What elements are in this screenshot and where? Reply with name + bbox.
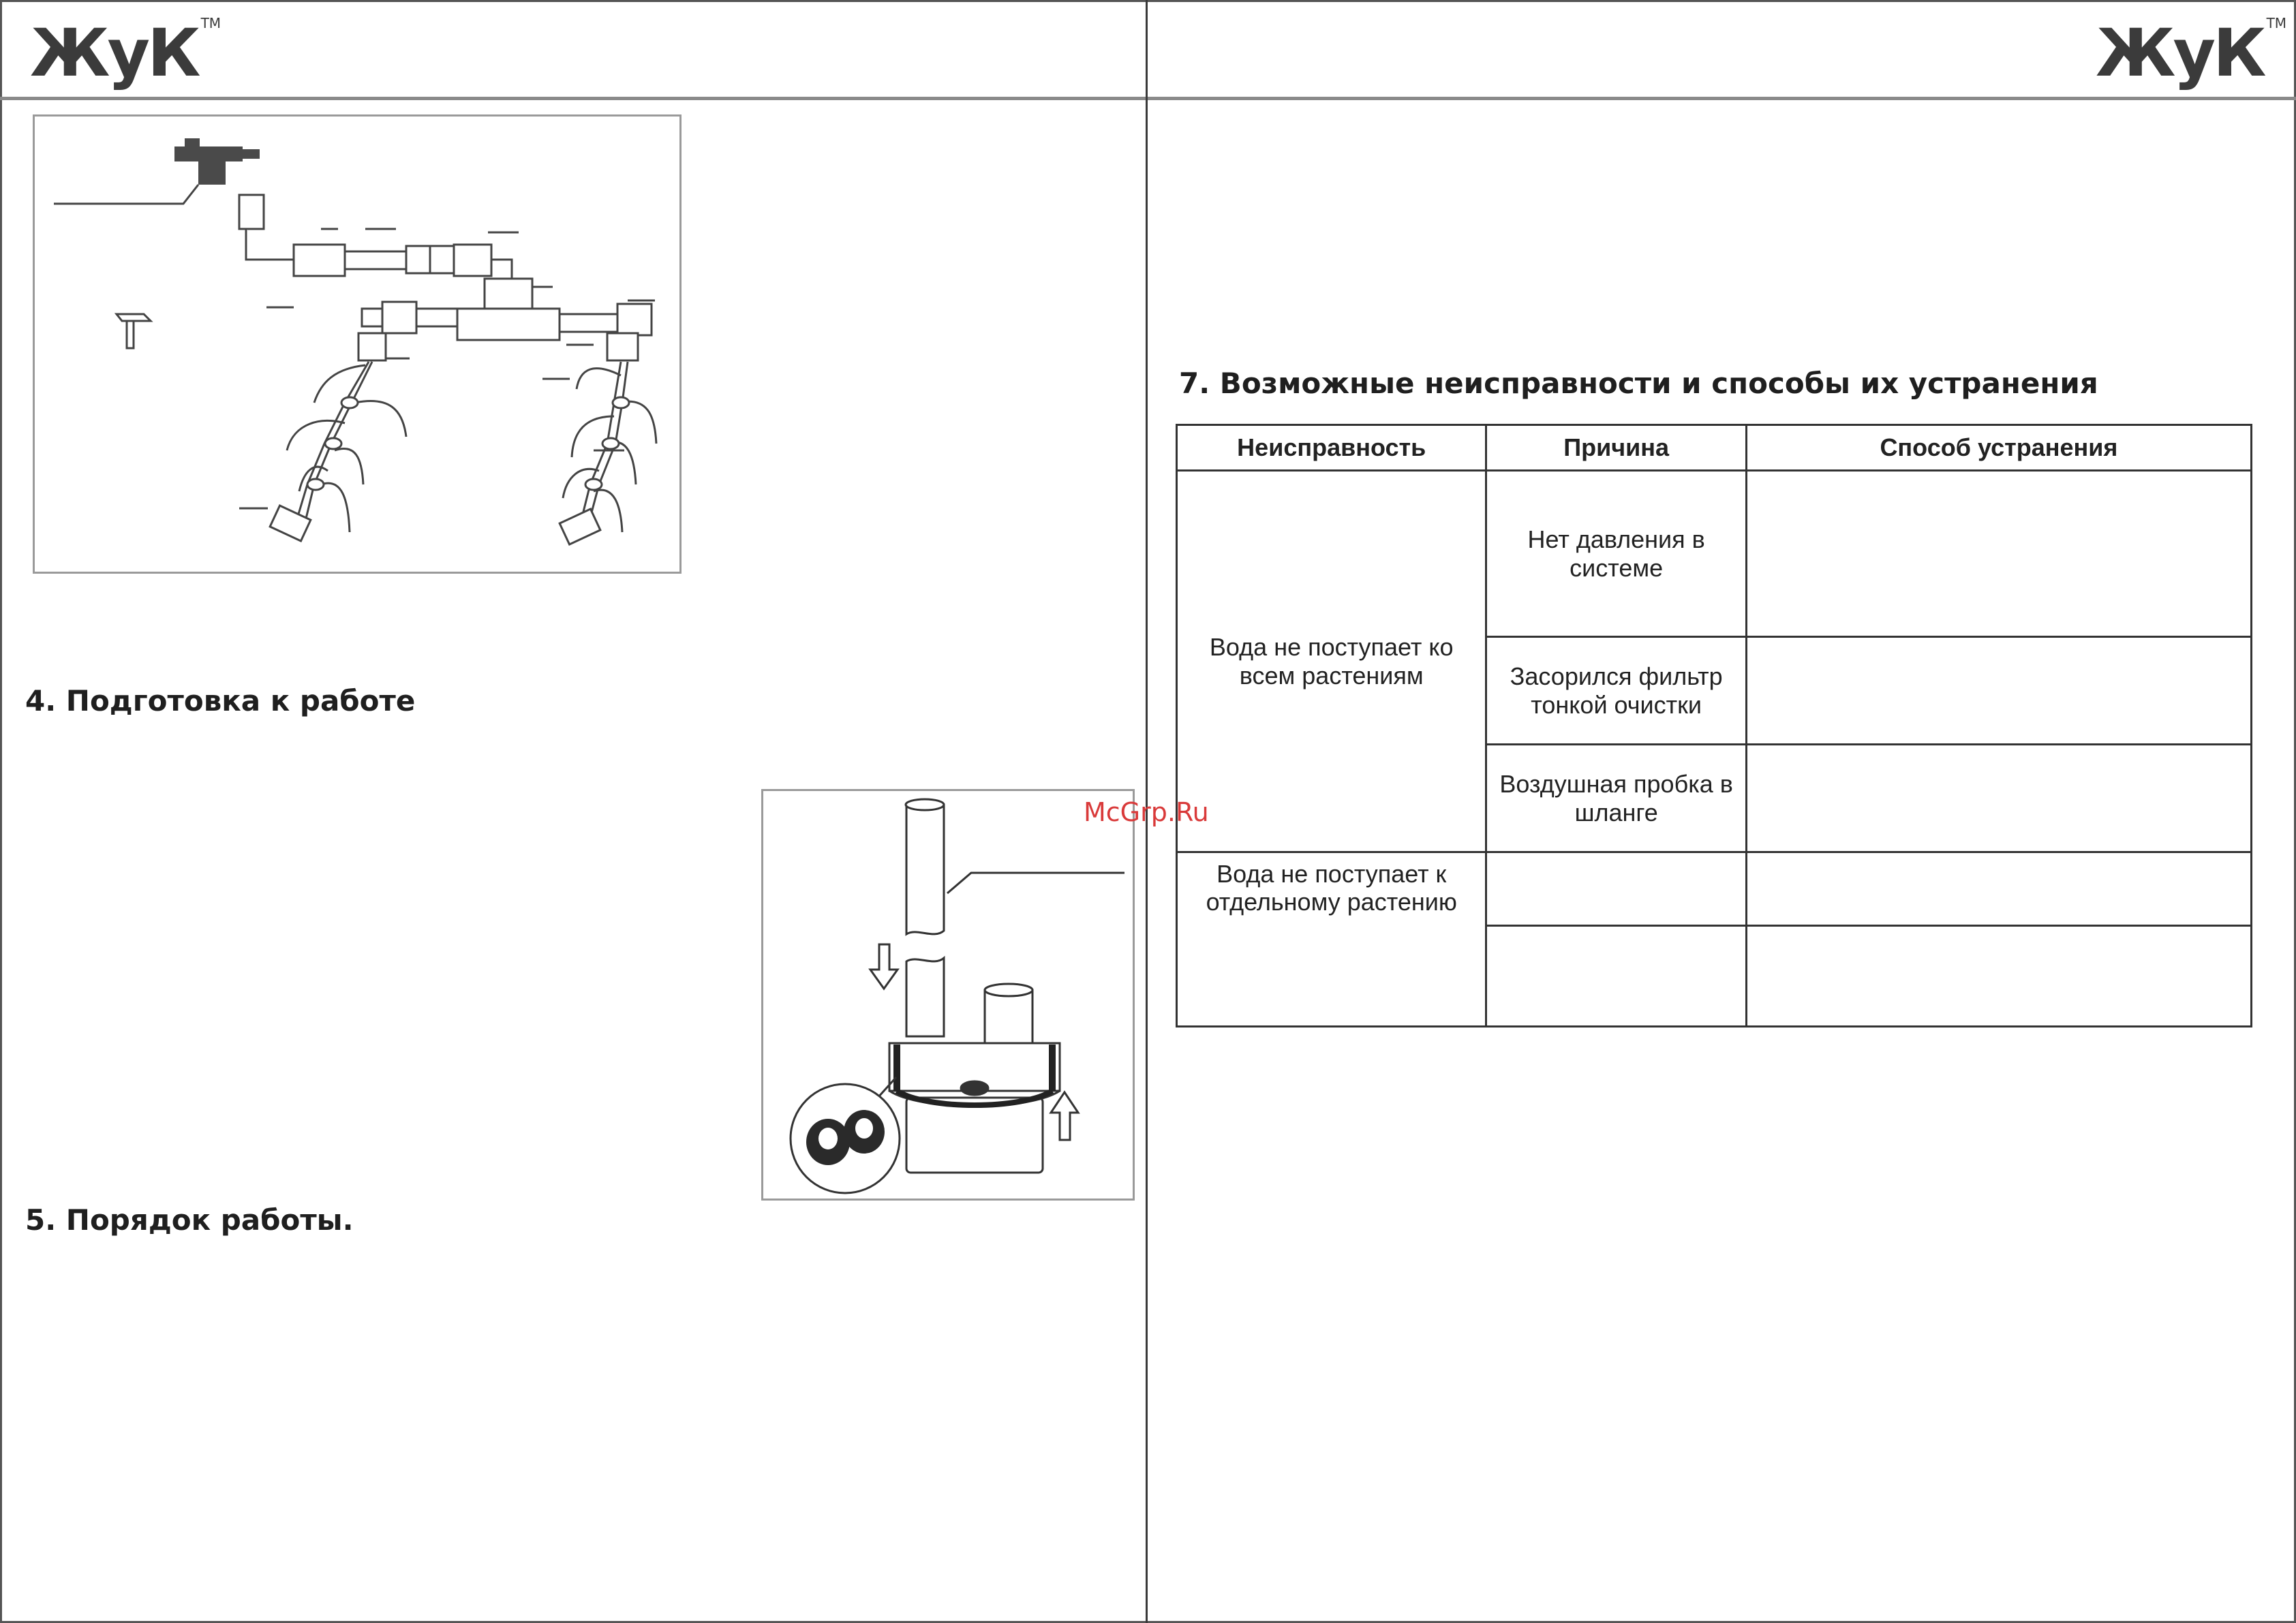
table-row	[1177, 471, 2252, 637]
pipe-connector-diagram	[761, 789, 1135, 1201]
brand-logo-right	[2096, 15, 2287, 91]
cause-cell	[1486, 926, 1746, 1027]
section-4-title: 4. Подготовка к работе	[25, 684, 416, 717]
trademark-mark: TM	[200, 15, 221, 31]
logo-text: ЖуК	[30, 15, 198, 91]
cause-cell: Воздушная пробка в шланге	[1486, 745, 1746, 852]
header-rule-left	[0, 97, 1146, 100]
faucet-icon	[174, 138, 260, 185]
troubleshooting-table	[1176, 424, 2252, 1027]
fault-cell: Вода не поступает к отдельному растению	[1177, 852, 1486, 1027]
fault-cell: Вода не поступает ко всем растениям	[1177, 471, 1486, 852]
column-header-cause: Причина	[1486, 425, 1746, 471]
watermark: McGrp.Ru	[1084, 797, 1209, 827]
remedy-cell	[1746, 471, 2251, 637]
section-7-title: 7. Возможные неисправности и способы их устранения	[1179, 367, 2098, 400]
remedy-cell	[1746, 745, 2251, 852]
column-header-fault: Неисправность	[1177, 425, 1486, 471]
table-row	[1177, 852, 2252, 926]
table-header-row	[1177, 425, 2252, 471]
irrigation-system-diagram	[33, 114, 682, 574]
header-rule-right	[1148, 97, 2296, 100]
logo-text: ЖуК	[2096, 15, 2264, 91]
brand-logo-left	[30, 15, 221, 91]
irrigation-diagram-drawing	[35, 117, 679, 572]
cause-cell	[1486, 852, 1746, 926]
remedy-cell	[1746, 852, 2251, 926]
remedy-cell	[1746, 637, 2251, 745]
column-header-remedy: Способ устранения	[1746, 425, 2251, 471]
cause-cell: Нет давления в системе	[1486, 471, 1746, 637]
pipe-connector-drawing	[763, 791, 1133, 1199]
trademark-mark: TM	[2266, 15, 2287, 31]
cause-cell: Засорился фильтр тонкой очистки	[1486, 637, 1746, 745]
section-5-title: 5. Порядок работы.	[25, 1203, 354, 1237]
remedy-cell	[1746, 926, 2251, 1027]
